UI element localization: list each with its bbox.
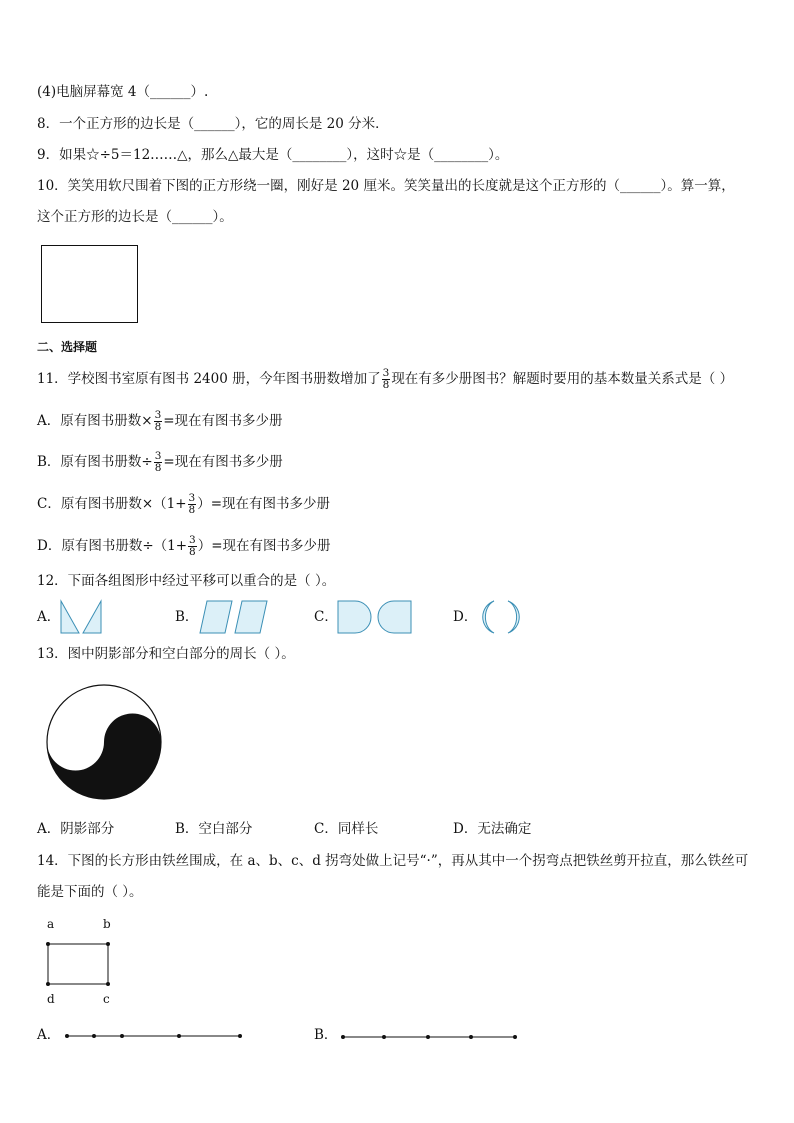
yin-yang-figure <box>45 683 163 801</box>
q11-a-before: A．原有图书册数× <box>37 413 153 429</box>
q11-b-den: 8 <box>154 462 162 474</box>
q14-wire-b[interactable] <box>340 1033 520 1041</box>
q11-c-before: C．原有图书册数×（1+ <box>37 496 187 512</box>
q12-shape-c[interactable] <box>337 600 413 634</box>
q11-b-after: =现在有图书多少册 <box>163 454 283 470</box>
q14-label-a[interactable]: A． <box>37 1027 61 1043</box>
q11-option-b[interactable] <box>37 451 283 474</box>
q11-c-fraction <box>188 493 197 516</box>
q11-d-fraction <box>188 535 197 558</box>
q13-option-a[interactable]: A．阴影部分 <box>37 821 115 837</box>
question-9-line: 9．如果☆÷5＝12……△，那么△最大是（________），这时☆是（________）。 <box>37 147 509 163</box>
q11-a-den: 8 <box>154 421 162 433</box>
q11-a-num: 3 <box>154 409 162 421</box>
wire-rectangle <box>46 942 110 986</box>
q12-shape-b[interactable] <box>199 600 269 634</box>
corner-label-c: c <box>103 992 110 1006</box>
q11-fraction <box>382 368 391 391</box>
corner-label-b: b <box>103 917 111 931</box>
q11-b-fraction <box>154 451 163 474</box>
question-10-line-1: 10．笑笑用软尺围着下图的正方形绕一圈，刚好是 20 厘米。笑笑量出的长度就是这个正方形的（______）。算一算， <box>37 178 735 194</box>
q11-d-after: ）=现在有图书多少册 <box>197 538 331 554</box>
q14-label-b[interactable]: B． <box>314 1027 338 1043</box>
q12-label-d[interactable]: D． <box>453 609 478 625</box>
q11-option-a[interactable] <box>37 410 283 433</box>
question-13-stem: 13．图中阴影部分和空白部分的周长（ ）。 <box>37 646 295 662</box>
q13-option-d[interactable]: D．无法确定 <box>453 821 532 837</box>
q11-frac-num: 3 <box>382 367 390 379</box>
q11-frac-den: 8 <box>382 379 390 391</box>
q11-b-num: 3 <box>154 450 162 462</box>
question-10-line-2: 这个正方形的边长是（______）。 <box>37 209 233 225</box>
corner-label-a: a <box>47 917 55 931</box>
q11-c-num: 3 <box>188 492 196 504</box>
question-14-line-1: 14．下图的长方形由铁丝围成，在 a、b、c、d 拐弯处做上记号“·”，再从其中一个拐弯点把铁丝剪开拉直，那么铁丝可 <box>37 853 749 869</box>
q12-label-b[interactable]: B． <box>175 609 199 625</box>
question-14-line-2: 能是下面的（ ）。 <box>37 884 143 900</box>
q11-a-after: =现在有图书多少册 <box>163 413 283 429</box>
q13-option-c[interactable]: C．同样长 <box>314 821 379 837</box>
q11-d-before: D．原有图书册数÷（1+ <box>37 538 188 554</box>
q11-b-before: B．原有图书册数÷ <box>37 454 153 470</box>
q12-label-c[interactable]: C． <box>314 609 338 625</box>
q14-wire-a[interactable] <box>64 1032 244 1040</box>
section-title: 二、选择题 <box>37 340 98 354</box>
question-4-line: (4)电脑屏幕宽 4（______）. <box>37 84 209 100</box>
question-8-line: 8．一个正方形的边长是（______），它的周长是 20 分米． <box>37 116 389 132</box>
q12-shape-d[interactable] <box>475 600 527 634</box>
q12-label-a[interactable]: A． <box>37 609 61 625</box>
q11-c-after: ）=现在有图书多少册 <box>197 496 331 512</box>
q13-option-b[interactable]: B．空白部分 <box>175 821 253 837</box>
q11-stem-after: 现在有多少册图书？解题时要用的基本数量关系式是（ ） <box>391 371 734 387</box>
corner-label-d: d <box>47 992 55 1006</box>
q11-stem-before: 11．学校图书室原有图书 2400 册，今年图书册数增加了 <box>37 371 381 387</box>
q11-d-den: 8 <box>189 546 196 558</box>
square-figure <box>41 245 138 323</box>
q12-shape-a[interactable] <box>60 600 102 634</box>
q11-option-d[interactable] <box>37 535 331 558</box>
q11-c-den: 8 <box>188 504 196 516</box>
q11-a-fraction <box>154 410 163 433</box>
question-11-stem <box>37 368 733 391</box>
question-12-stem: 12．下面各组图形中经过平移可以重合的是（ ）。 <box>37 573 336 589</box>
q11-d-num: 3 <box>189 534 196 546</box>
q11-option-c[interactable] <box>37 493 330 516</box>
